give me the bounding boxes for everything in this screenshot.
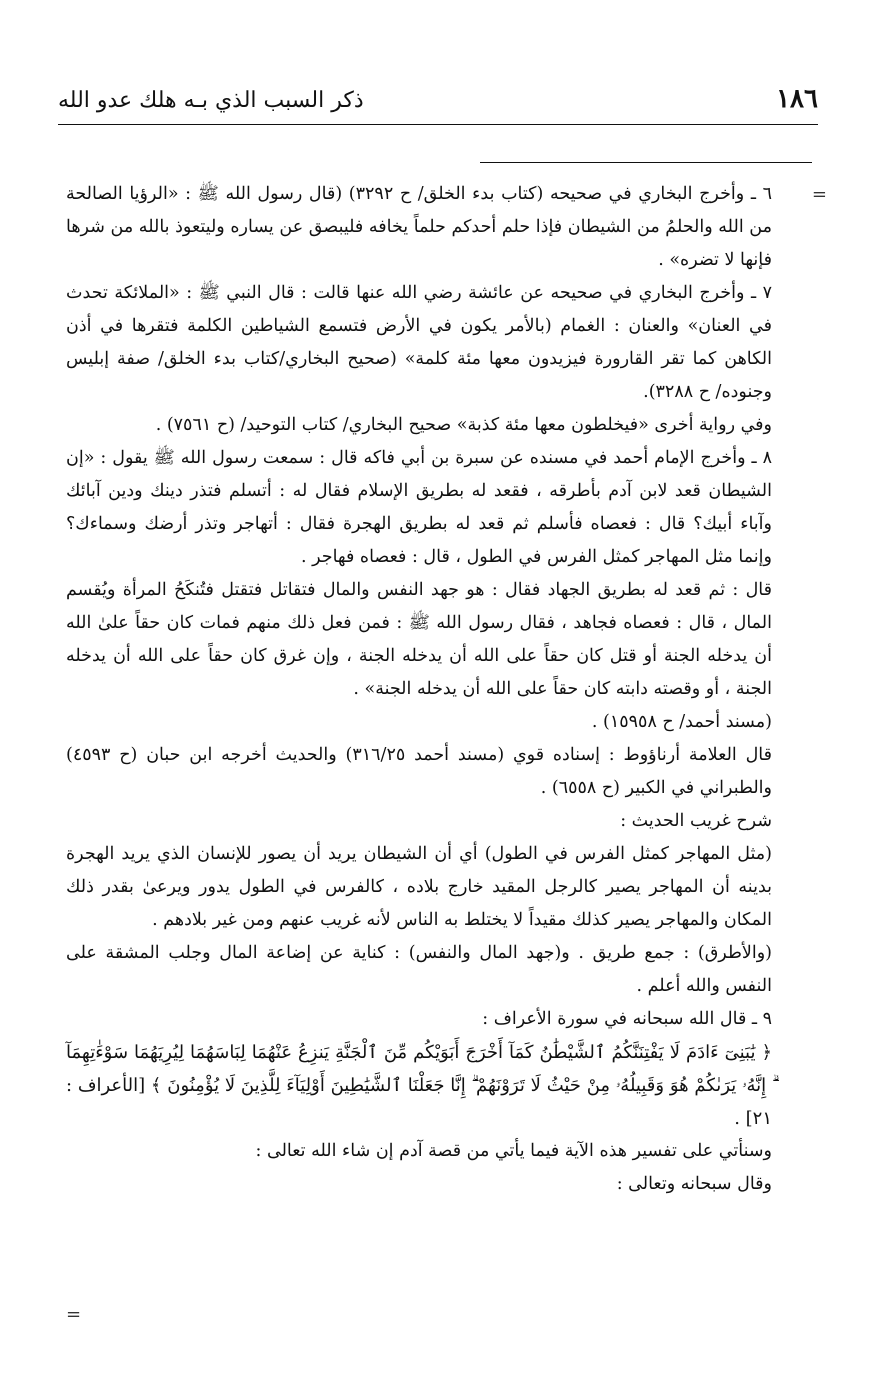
- page-header: [58, 84, 818, 124]
- footnote-6: ٦ ـ وأخرج البخاري في صحيحه (كتاب بدء الخلق/ ح ٣٢٩٢) (قال رسول الله ﷺ : «الرؤيا الصالحة من الله والحلمُ من الشيطان فإذا حلم أحدكم حلماً يخافه فليبصق عن يساره وليتعوذ بالله من شرها فإنها لا تضره» .: [66, 184, 772, 270]
- footnote-9: ٩ ـ قال الله سبحانه في سورة الأعراف :: [482, 1009, 772, 1029]
- glossary-entry-2: (والأطرق) : جمع طريق . و(جهد المال والنفس) : كناية عن إضاعة المال وجلب المشقة على النفس والله أعلم .: [66, 943, 772, 996]
- continuation-mark-bottom: =: [66, 1304, 82, 1325]
- footnote-8-continued: قال : ثم قعد له بطريق الجهاد فقال : هو جهد النفس والمال فتقاتل فتقتل فتُنكَحُ المرأة ويُقسم المال ، قال : فعصاه فجاهد ، فقال رسول الله ﷺ : فمن فعل ذلك منهم فمات كان حقاً علىٰ الله أن يدخله الجنة أو قتل كان حقاً على الله أن يدخله الجنة ، وإن غرق كان حقاً على الله أن يدخله الجنة ، أو وقصته دابته كان حقاً على الله أن يدخله الجنة» .: [66, 580, 772, 699]
- footnote-7-variant: وفي رواية أخرى «فيخلطون معها مئة كذبة» صحيح البخاري/ كتاب التوحيد/ (ح ٧٥٦١) .: [155, 415, 772, 435]
- footnote-8: ٨ ـ وأخرج الإمام أحمد في مسنده عن سبرة بن أبي فاكه قال : سمعت رسول الله ﷺ يقول : «إن الشيطان قعد لابن آدم بأطرقه ، فقعد له بطريق الإسلام فقال له : أتسلم فتذر دينك ودين آبائك وآباء أبيك؟ قال : فعصاه فأسلم ثم قعد له بطريق الهجرة فقال : أتهاجر وتذر أرضك وسماءك؟ وإنما مثل المهاجر كمثل الفرس في الطول ، قال : فعصاه فهاجر .: [66, 448, 772, 567]
- page-number: ١٨٦: [776, 84, 818, 114]
- quran-verse: ﴿ يَٰبَنِىٓ ءَادَمَ لَا يَفْتِنَنَّكُمُ ٱلشَّيْطَٰنُ كَمَآ أَخْرَجَ أَبَوَيْكُم مِّنَ ٱلْجَنَّةِ يَنزِعُ عَنْهُمَا لِبَاسَهُمَا لِيُرِيَهُمَا سَوْءَٰتِهِمَآ ۗ إِنَّهُۥ يَرَىٰكُمْ هُوَ وَقَبِيلُهُۥ مِنْ حَيْثُ لَا تَرَوْنَهُمْ ۗ إِنَّا جَعَلْنَا ٱلشَّيَٰطِينَ أَوْلِيَآءَ لِلَّذِينَ لَا يُؤْمِنُونَ ﴾ [الأعراف : ٢١] .: [66, 1042, 772, 1129]
- glossary-entry-1: (مثل المهاجر كمثل الفرس في الطول) أي أن الشيطان يريد أن يصور للإنسان الذي يريد الهجرة بدينه أن المهاجر يصير كالرجل المقيد خارج بلاده ، كالفرس في الطول يدور ويرعىٰ بقدر ذلك المكان والمهاجر يصير كذلك مقيداً لا يختلط به الناس لأنه غريب عنهم ومن غير بلادهم .: [66, 844, 772, 930]
- running-title: ذكر السبب الذي بـه هلك عدو الله: [58, 88, 364, 113]
- continuation-mark-top: =: [811, 184, 827, 205]
- header-rule: [58, 124, 818, 125]
- footnote-text: [66, 178, 772, 1201]
- footnote-9-continued: وقال سبحانه وتعالى :: [616, 1174, 772, 1194]
- footnote-7: ٧ ـ وأخرج البخاري في صحيحه عن عائشة رضي الله عنها قالت : قال النبي ﷺ : «الملائكة تحدث في العنان» والعنان : الغمام (بالأمر يكون في الأرض فتسمع الشياطين الكلمة فتقرها في أذن الكاهن كما تقر القارورة فيزيدون معها مئة كلمة» (صحيح البخاري/كتاب بدء الخلق/ صفة إبليس وجنوده/ ح ٣٢٨٨).: [66, 283, 772, 402]
- footnote-9-note: وسنأتي على تفسير هذه الآية فيما يأتي من قصة آدم إن شاء الله تعالى :: [255, 1141, 772, 1161]
- footnote-8-grading: قال العلامة أرناؤوط : إسناده قوي (مسند أحمد ٣١٦/٢٥) والحديث أخرجه ابن حبان (ح ٤٥٩٣) والطبراني في الكبير (ح ٦٥٥٨) .: [66, 745, 772, 798]
- footnote-8-source: (مسند أحمد/ ح ١٥٩٥٨) .: [591, 712, 772, 732]
- footnote-separator: [480, 162, 812, 163]
- glossary-heading: شرح غريب الحديث :: [620, 811, 772, 831]
